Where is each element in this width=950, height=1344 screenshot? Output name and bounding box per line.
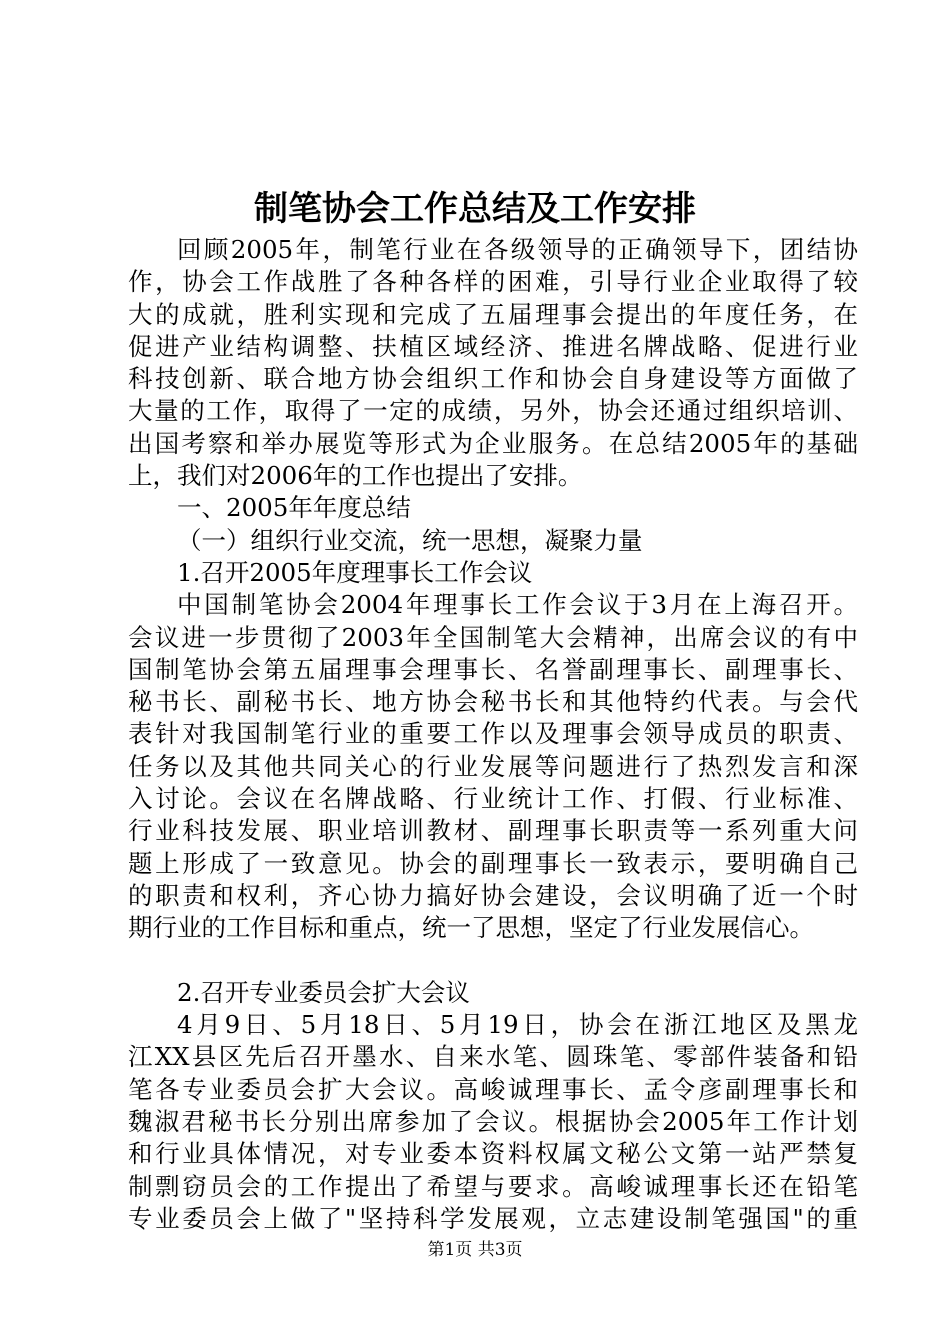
paragraph-line: 专业委员会上做了"坚持科学发展观，立志建设制笔强国"的重 (128, 1203, 858, 1233)
paragraph-line: 期行业的工作目标和重点，统一了思想，坚定了行业发展信心。 (128, 913, 814, 943)
paragraph-line: 任务以及其他共同关心的行业发展等问题进行了热烈发言和深 (128, 751, 858, 781)
item-heading: 1.召开2005年度理事长工作会议 (177, 557, 533, 587)
document-title: 制笔协会工作总结及工作安排 (254, 189, 696, 229)
page-number-footer: 第1页 共3页 (427, 1240, 523, 1260)
paragraph-line: 大的成就，胜利实现和完成了五届理事会提出的年度任务，在 (128, 299, 858, 329)
paragraph-line: 秘书长、副秘书长、地方协会秘书长和其他特约代表。与会代 (128, 687, 858, 717)
paragraph-line: 题上形成了一致意见。协会的副理事长一致表示，要明确自己 (128, 848, 858, 878)
paragraph-line: 和行业具体情况，对专业委本资料权属文秘公文第一站严禁复 (128, 1139, 858, 1169)
paragraph-line: 作，协会工作战胜了各种各样的困难，引导行业企业取得了较 (128, 267, 858, 297)
paragraph-line: 的职责和权利，齐心协力搞好协会建设，会议明确了近一个时 (128, 880, 858, 910)
paragraph-line: 行业科技发展、职业培训教材、副理事长职责等一系列重大问 (128, 816, 858, 846)
paragraph-line: 江XX县区先后召开墨水、自来水笔、圆珠笔、零部件装备和铅 (128, 1042, 858, 1072)
paragraph-line: 出国考察和举办展览等形式为企业服务。在总结2005年的基础 (128, 428, 858, 458)
paragraph-line: 4月9日、5月18日、5月19日，协会在浙江地区及黑龙 (177, 1010, 858, 1040)
paragraph-line: 促进产业结构调整、扶植区域经济、推进名牌战略、促进行业 (128, 331, 858, 361)
paragraph-line: 中国制笔协会2004年理事长工作会议于3月在上海召开。 (177, 590, 858, 620)
paragraph-line: 会议进一步贯彻了2003年全国制笔大会精神，出席会议的有中 (128, 622, 858, 652)
paragraph-line: 笔各专业委员会扩大会议。高峻诚理事长、孟令彦副理事长和 (128, 1074, 858, 1104)
subsection-heading: （一）组织行业交流，统一思想，凝聚力量 (177, 525, 643, 555)
paragraph-line: 科技创新、联合地方协会组织工作和协会自身建设等方面做了 (128, 364, 858, 394)
paragraph-gap (128, 945, 858, 977)
paragraph-line: 入讨论。会议在名牌战略、行业统计工作、打假、行业标准、 (128, 784, 858, 814)
section-heading: 一、2005年年度总结 (177, 493, 411, 523)
paragraph-line: 上，我们对2006年的工作也提出了安排。 (128, 461, 583, 491)
item-heading: 2.召开专业委员会扩大会议 (177, 977, 470, 1007)
document-body (128, 234, 858, 1235)
paragraph-line: 回顾2005年，制笔行业在各级领导的正确领导下，团结协 (177, 235, 858, 264)
paragraph-line: 魏淑君秘书长分别出席参加了会议。根据协会2005年工作计划 (128, 1107, 858, 1137)
paragraph-line: 制剽窃员会的工作提出了希望与要求。高峻诚理事长还在铅笔 (128, 1171, 858, 1201)
paragraph-line: 国制笔协会第五届理事会理事长、名誉副理事长、副理事长、 (128, 654, 858, 684)
paragraph-line: 表针对我国制笔行业的重要工作以及理事会领导成员的职责、 (128, 719, 858, 749)
paragraph-line: 大量的工作，取得了一定的成绩，另外，协会还通过组织培训、 (128, 396, 858, 426)
